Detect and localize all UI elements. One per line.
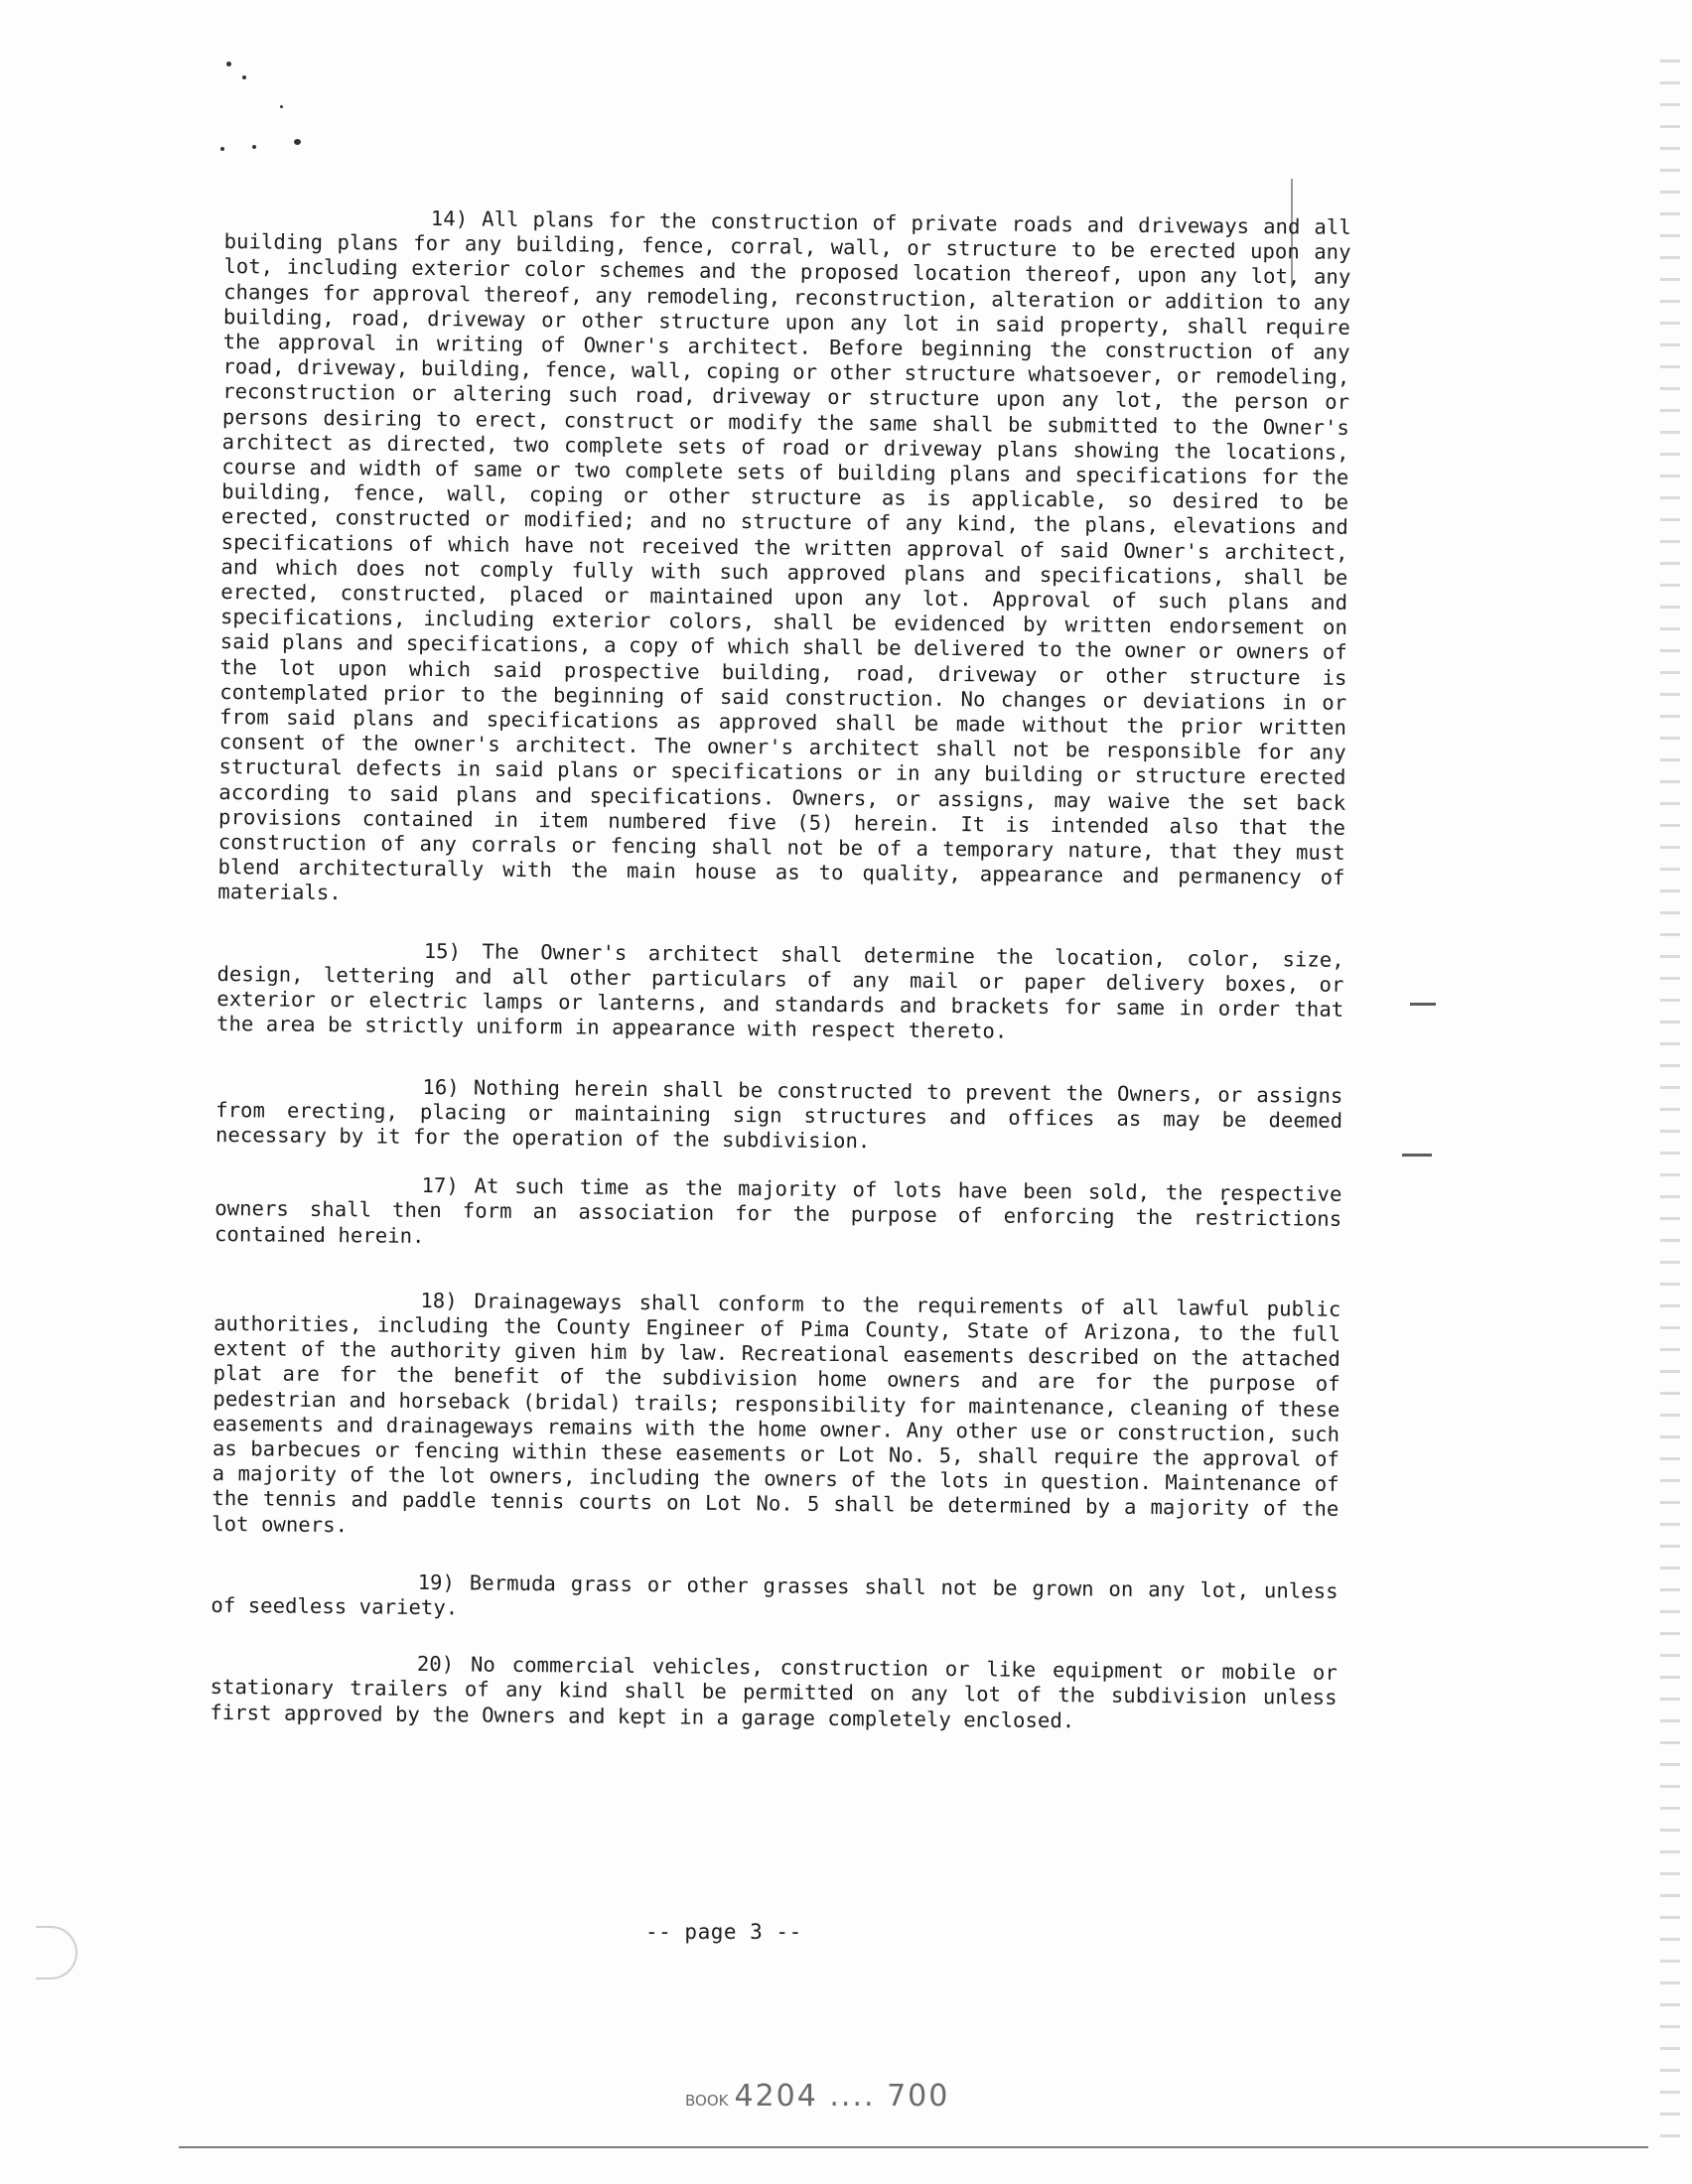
scan-speck	[280, 105, 283, 108]
page-number: -- page 3 --	[645, 1920, 802, 1944]
bottom-rule	[179, 2146, 1648, 2148]
book-stamp-separator: ....	[829, 2079, 888, 2114]
scan-speck	[252, 145, 256, 149]
book-page-stamp	[685, 2079, 949, 2114]
scan-speck	[294, 139, 301, 145]
paragraph-19: 19) Bermuda grass or other grasses shall not be grown on any lot, unless of seedless variety.	[211, 1570, 1339, 1620]
paragraph-20: 20) No commercial vehicles, construction or like equipment or mobile or stationary trailers of any kind shall be permitted on any lot of the subdivision unless first approved by the Owners and kept in a garage completely enclosed.	[210, 1652, 1338, 1732]
scan-edge-artifact	[1660, 60, 1680, 2154]
paragraph-18: 18) Drainageways shall conform to the requirements of all lawful public authorities, including the County Engineer of Pima County, State of Arizona, to the full extent of the authority given him by law. Recreational easements described on the attached plat are for the benefit of the subdivision home owners and are for the purpose of pedestrian and horseback (bridal) trails; responsibility for maintenance, cleaning of these easements and drainageways remains with the home owner. Any other use or construction, such as barbecues or fencing within these easements or Lot No. 5, shall require the approval of a majority of the lot owners, including the owners of the lots in question. Maintenance of the tennis and paddle tennis courts on Lot No. 5 shall be determined by a majority of the lot owners.	[212, 1288, 1341, 1537]
margin-mark	[1410, 1003, 1436, 1006]
book-page-number: 700	[887, 2079, 950, 2114]
book-stamp-prefix: BOOK	[685, 2092, 729, 2110]
scan-speck	[242, 75, 246, 79]
page-curl-artifact	[36, 1926, 77, 1979]
margin-mark	[1402, 1154, 1432, 1157]
scan-speck	[226, 62, 231, 67]
document-body	[210, 205, 1351, 1736]
scan-speck	[220, 147, 224, 151]
paragraph-16: 16) Nothing herein shall be constructed to prevent the Owners, or assigns from erecting, placing or maintaining sign structures and offices as may be deemed necessary by it for the operation of the subdivision.	[214, 1074, 1343, 1154]
paragraph-15: 15) The Owner's architect shall determine the location, color, size, design, lettering and all other particulars of any mail or paper delivery boxes, or exterior or electric lamps or lanterns, and standards and brackets for same in order that the area be strictly uniform in appearance with respect thereto.	[215, 938, 1344, 1043]
book-number: 4204	[734, 2079, 818, 2114]
paragraph-14: 14) All plans for the construction of private roads and driveways and all building plans for any building, fence, corral, wall, or structure to be erected upon any lot, including exterior color schemes and the proposed location thereof, upon any lot, any changes for approval thereof, any remodeling, reconstruction, alteration or addition to any building, road, driveway or other structure upon any lot in said property, shall require the approval in writing of Owner's architect. Before beginning the construction of any road, driveway, building, fence, wall, coping or other structure whatsoever, or remodeling, reconstruction or altering such road, driveway or structure upon any lot, the person or persons desiring to erect, construct or modify the same shall be submitted to the Owner's architect as directed, two complete sets of road or driveway plans showing the locations, course and width of same or two complete sets of building plans and specifications for the building, fence, wall, coping or other structure as is applicable, so desired to be erected, constructed or modified; and no structure of any kind, the plans, elevations and specifications of which have not received the written approval of said Owner's architect, and which does not comply fully with such approved plans and specifications, shall be erected, constructed, placed or maintained upon any lot. Approval of such plans and specifications, including exterior colors, shall be evidenced by written endorsement on said plans and specifications, a copy of which shall be delivered to the owner or owners of the lot upon which said prospective building, road, driveway or other structure is contemplated prior to the beginning of said construction. No changes or deviations in or from said plans and specifications as approved shall be made without the prior written consent of the owner's architect. The owner's architect shall not be responsible for any structural defects in said plans or specifications or in any building or structure erected according to said plans and specifications. Owners, or assigns, may waive the set back provisions contained in item numbered five (5) herein. It is intended also that the construction of any corrals or fencing shall not be of a temporary nature, that they must blend architecturally with the main house as to quality, appearance and permanency of materials.	[217, 205, 1351, 905]
paragraph-17: 17) At such time as the majority of lots have been sold, the respective owners shall then form an association for the purpose of enforcing the restrictions contained herein.	[213, 1173, 1342, 1248]
